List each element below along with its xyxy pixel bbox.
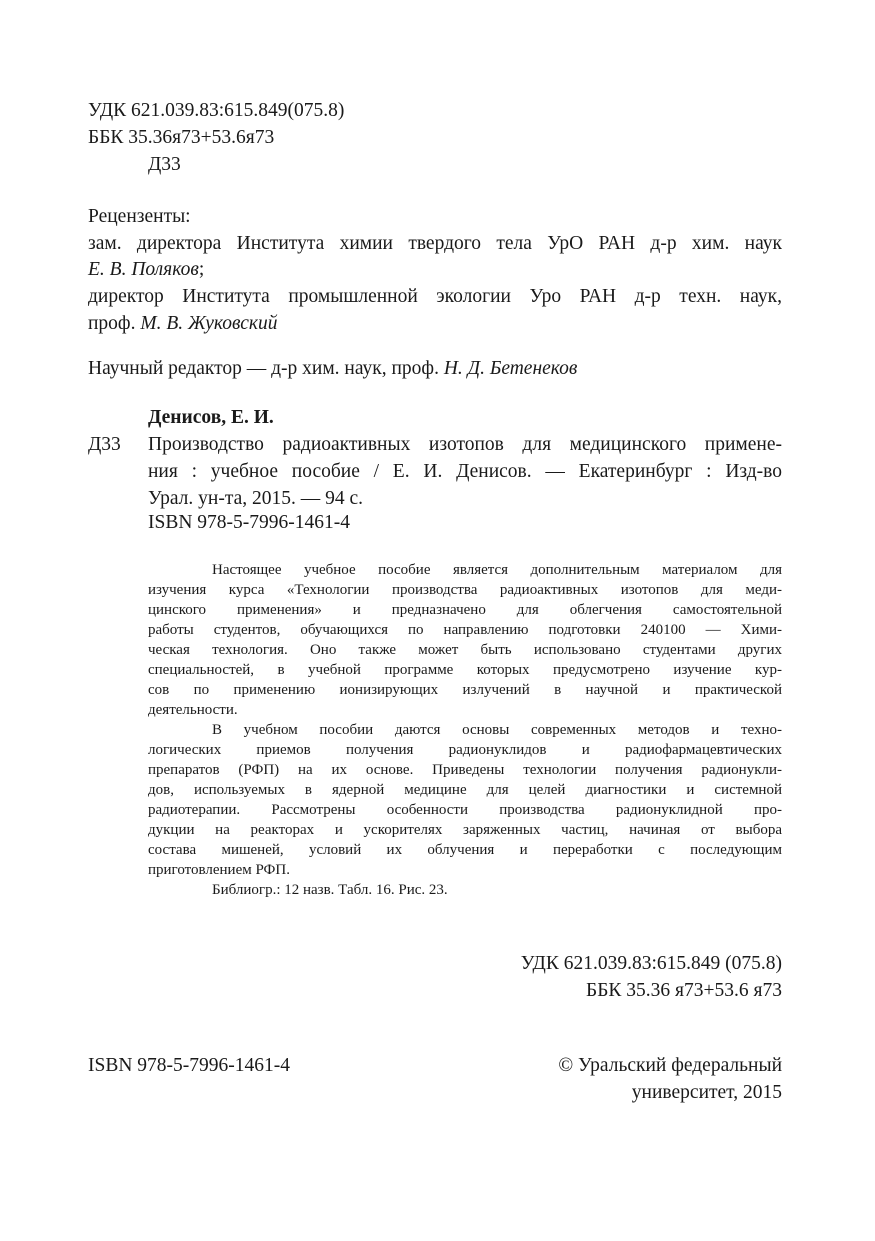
reviewers-title: Рецензенты:: [88, 206, 191, 227]
bib-line-2: ния : учебное пособие / Е. И. Денисов. — Екатеринбург : Изд-во: [148, 461, 782, 482]
reviewer-2-line: директор Института промышленной экологии Уро РАН д-р техн. наук,: [88, 286, 782, 307]
reviewer-1-line: зам. директора Института химии твердого тела УрО РАН д-р хим. наук: [88, 233, 782, 254]
copyright-line-1: © Уральский федеральный: [558, 1055, 782, 1076]
abstract-p2-line: приготовлением РФП.: [148, 862, 290, 878]
bib-line-3: Урал. ун-та, 2015. — 94 с.: [148, 488, 364, 509]
footer-isbn: ISBN 978-5-7996-1461-4: [88, 1055, 291, 1076]
scientific-editor: Научный редактор — д-р хим. наук, проф. Н. Д. Бетенеков: [88, 358, 578, 379]
bbk-code: ББК 35.36я73+53.6я73: [88, 127, 275, 148]
abstract-p1-line: специальностей, в учебной программе которых предусмотрено изучение кур-: [148, 662, 782, 678]
footer-bbk: ББК 35.36 я73+53.6 я73: [586, 980, 782, 1001]
footer-udk: УДК 621.039.83:615.849 (075.8): [520, 953, 782, 974]
abstract-p1-line: цинского применения» и предназначено для облегчения самостоятельной: [148, 602, 782, 618]
udk-code: УДК 621.039.83:615.849(075.8): [88, 100, 345, 121]
reviewer-2-name: М. В. Жуковский: [140, 313, 278, 334]
editor-name: Н. Д. Бетенеков: [443, 358, 578, 379]
abstract-p2-line: препаратов (РФП) на их основе. Приведены технологии получения радионукли-: [148, 762, 782, 778]
bib-line-1: Производство радиоактивных изотопов для медицинского примене-: [148, 434, 782, 455]
bib-isbn: ISBN 978-5-7996-1461-4: [148, 512, 351, 533]
copyright-line-2: университет, 2015: [631, 1082, 782, 1103]
abstract-p2-line: дов, используемых в ядерной медицине для целей диагностики и системной: [148, 782, 782, 798]
bib-code: Д33: [88, 434, 121, 455]
abstract-p2-line: дукции на реакторах и ускорителях заряженных частиц, начиная от выбора: [148, 822, 782, 838]
abstract-biblio: Библиогр.: 12 назв. Табл. 16. Рис. 23.: [212, 882, 448, 898]
abstract-p2-line: В учебном пособии даются основы современных методов и техно-: [212, 722, 782, 738]
reviewer-1-name-line: Е. В. Поляков;: [88, 259, 205, 280]
abstract-p1-line: ческая технология. Оно также может быть использовано студентами других: [148, 642, 782, 658]
reviewer-1-name: Е. В. Поляков: [88, 259, 199, 280]
author-code: Д33: [148, 154, 181, 175]
abstract-p1-line: деятельности.: [148, 702, 238, 718]
abstract-p2-line: состава мишеней, условий их облучения и переработки с последующим: [148, 842, 782, 858]
abstract-p2-line: радиотерапии. Рассмотрены особенности производства радионуклидной про-: [148, 802, 782, 818]
bib-author: Денисов, Е. И.: [148, 407, 274, 428]
abstract-p1-line: сов по применению ионизирующих излучений в научной и практической: [148, 682, 782, 698]
abstract-p1-line: работы студентов, обучающихся по направлению подготовки 240100 — Хими-: [148, 622, 782, 638]
abstract-p1-line: Настоящее учебное пособие является дополнительным материалом для: [212, 562, 782, 578]
abstract-p1-line: изучения курса «Технологии производства радиоактивных изотопов для меди-: [148, 582, 782, 598]
abstract-p2-line: логических приемов получения радионуклидов и радиофармацевтических: [148, 742, 782, 758]
reviewer-2-name-line: проф. М. В. Жуковский: [88, 313, 278, 334]
